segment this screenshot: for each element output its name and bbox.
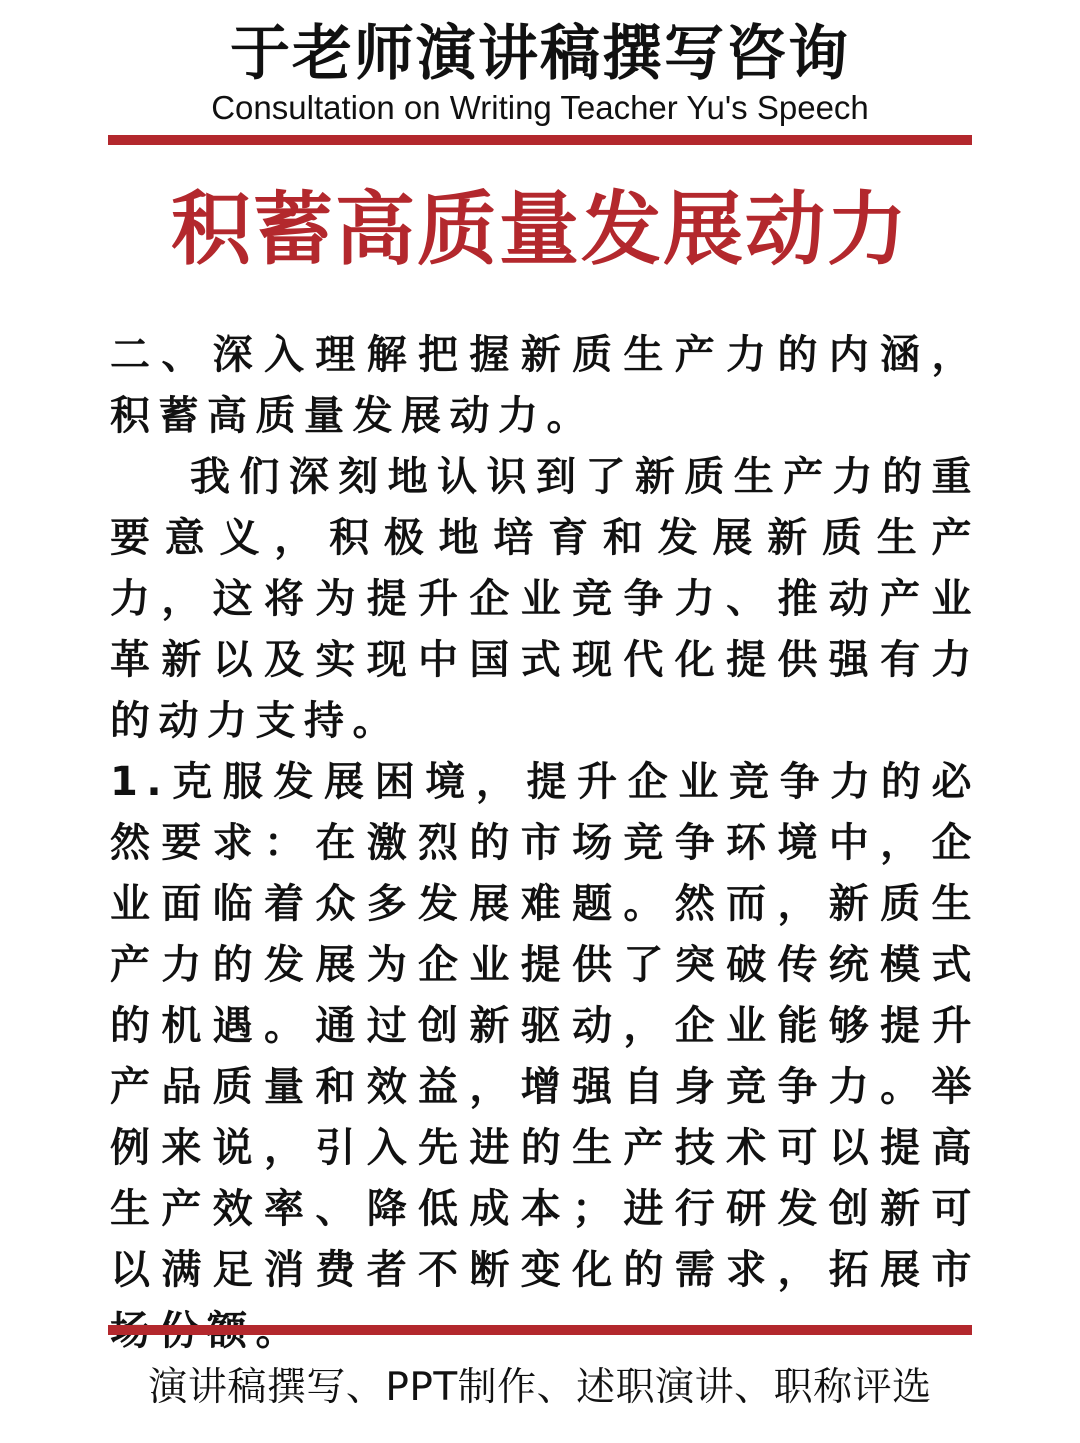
paragraph-1: 我们深刻地认识到了新质生产力的重要意义，积极地培育和发展新质生产力，这将为提升企业竞争力、推动产业革新以及实现中国式现代化提供强有力的动力支持。 xyxy=(110,454,980,744)
main-title: 积蓄高质量发展动力 xyxy=(171,183,909,276)
brand-subtitle: Consultation on Writing Teacher Yu's Speech xyxy=(211,89,869,126)
brand-title: 于老师演讲稿撰写咨询 xyxy=(230,19,850,89)
bottom-divider xyxy=(108,1325,972,1335)
top-divider xyxy=(108,135,972,145)
paragraph-2: 1.克服发展困境，提升企业竞争力的必然要求：在激烈的市场竞争环境中，企业面临着众多发展难题。然而，新质生产力的发展为企业提供了突破传统模式的机遇。通过创新驱动，企业能够提升产品质量和效益，增强自身竞争力。举例来说，引入先进的生产技术可以提高生产效率、降低成本；进行研发创新可以满足消费者不断变化的需求，拓展市 xyxy=(110,759,980,1293)
section-heading: 二、深入理解把握新质生产力的内涵，积蓄高质量发展动力。 xyxy=(110,332,980,439)
article-body xyxy=(110,325,980,1362)
footer-services: 演讲稿撰写、PPT制作、述职演讲、职称评选 xyxy=(148,1365,932,1410)
